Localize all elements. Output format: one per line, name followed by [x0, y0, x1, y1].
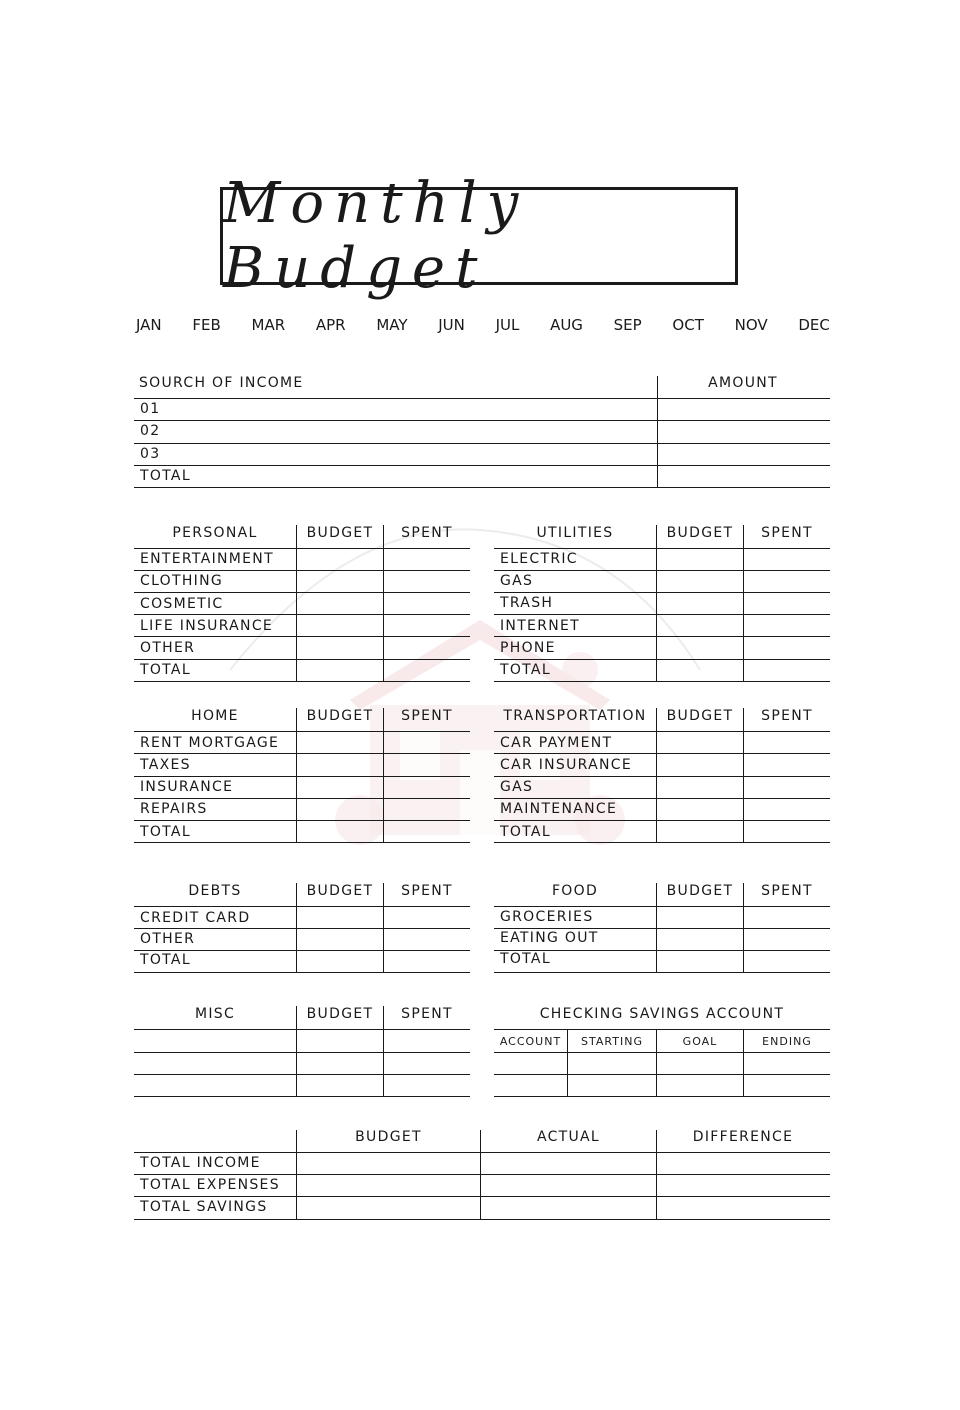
- transportation-row-label: MAINTENANCE: [500, 801, 618, 817]
- personal-row-label: OTHER: [140, 640, 196, 656]
- month-jul[interactable]: JUL: [495, 316, 520, 334]
- rule: [494, 731, 830, 732]
- rule: [134, 1152, 830, 1153]
- income-row-label: 02: [140, 423, 161, 439]
- food-header: FOOD: [551, 883, 599, 899]
- rule: [134, 570, 470, 571]
- rule: [134, 731, 470, 732]
- home-row-label: RENT MORTGAGE: [140, 735, 280, 751]
- rule: [134, 398, 830, 399]
- month-oct[interactable]: OCT: [672, 316, 704, 334]
- budget-header: BUDGET: [306, 1006, 374, 1022]
- ending-col-header: ENDING: [762, 1035, 812, 1048]
- rule: [134, 487, 830, 488]
- account-col-header: ACCOUNT: [499, 1035, 562, 1048]
- checking-header: CHECKING SAVINGS ACCOUNT: [539, 1006, 785, 1022]
- rule: [134, 420, 830, 421]
- rule: [494, 570, 830, 571]
- amount-header: AMOUNT: [708, 375, 778, 391]
- rule: [494, 659, 830, 660]
- transportation-row-label: CAR INSURANCE: [500, 757, 632, 773]
- rule: [494, 1096, 830, 1097]
- budget-header: BUDGET: [666, 525, 734, 541]
- utilities-row-label: PHONE: [500, 640, 556, 656]
- budget-header: BUDGET: [306, 883, 374, 899]
- col-divider: [656, 708, 657, 842]
- rule: [134, 1096, 470, 1097]
- home-header: HOME: [191, 708, 239, 724]
- utilities-row-label: ELECTRIC: [500, 551, 578, 567]
- rule: [494, 753, 830, 754]
- rule: [134, 614, 470, 615]
- rule: [494, 1052, 830, 1053]
- month-sep[interactable]: SEP: [613, 316, 642, 334]
- rule: [494, 972, 830, 973]
- rule: [134, 659, 470, 660]
- rule: [494, 592, 830, 593]
- rule: [134, 1174, 830, 1175]
- month-aug[interactable]: AUG: [550, 316, 583, 334]
- rule: [134, 1029, 470, 1030]
- month-feb[interactable]: FEB: [192, 316, 221, 334]
- goal-col-header: GOAL: [682, 1035, 718, 1048]
- rule: [494, 681, 830, 682]
- income-row-label: 03: [140, 446, 161, 462]
- debts-header: DEBTS: [188, 883, 242, 899]
- income-row-label: TOTAL: [140, 468, 191, 484]
- rule: [134, 972, 470, 973]
- rule: [494, 776, 830, 777]
- home-row-label: TOTAL: [140, 824, 191, 840]
- col-divider: [656, 1029, 657, 1096]
- personal-header: PERSONAL: [172, 525, 258, 541]
- transportation-row-label: TOTAL: [500, 824, 551, 840]
- rule: [134, 950, 470, 951]
- rule: [134, 465, 830, 466]
- col-divider: [383, 1006, 384, 1096]
- income-header: SOURCH OF INCOME: [139, 375, 304, 391]
- rule: [134, 776, 470, 777]
- food-row-label: EATING OUT: [500, 930, 599, 946]
- utilities-row-label: TRASH: [500, 595, 554, 611]
- spent-header: SPENT: [401, 525, 453, 541]
- utilities-header: UTILITIES: [536, 525, 614, 541]
- debts-row-label: CREDIT CARD: [140, 910, 251, 926]
- rule: [134, 820, 470, 821]
- debts-row-label: OTHER: [140, 931, 196, 947]
- rule: [494, 820, 830, 821]
- col-divider: [296, 1006, 297, 1096]
- month-jun[interactable]: JUN: [438, 316, 465, 334]
- month-mar[interactable]: MAR: [251, 316, 286, 334]
- rule: [494, 906, 830, 907]
- transportation-header: TRANSPORTATION: [503, 708, 647, 724]
- watermark-logo: [200, 500, 760, 880]
- misc-header: MISC: [194, 1006, 236, 1022]
- transportation-row-label: GAS: [500, 779, 534, 795]
- rule: [494, 928, 830, 929]
- col-divider: [567, 1029, 568, 1096]
- title-box: [220, 171, 738, 301]
- home-row-label: REPAIRS: [140, 801, 208, 817]
- col-divider: [743, 708, 744, 842]
- spent-header: SPENT: [401, 1006, 453, 1022]
- rule: [134, 443, 830, 444]
- food-row-label: TOTAL: [500, 951, 551, 967]
- spent-header: SPENT: [761, 708, 813, 724]
- summary-actual-header: ACTUAL: [536, 1129, 601, 1145]
- budget-header: BUDGET: [666, 883, 734, 899]
- rule: [134, 798, 470, 799]
- rule: [134, 1196, 830, 1197]
- rule: [134, 681, 470, 682]
- rule: [134, 1219, 830, 1220]
- summary-row-label: TOTAL SAVINGS: [140, 1199, 268, 1215]
- utilities-row-label: GAS: [500, 573, 534, 589]
- budget-header: BUDGET: [306, 708, 374, 724]
- income-row-label: 01: [140, 401, 161, 417]
- personal-row-label: TOTAL: [140, 662, 191, 678]
- food-row-label: GROCERIES: [500, 909, 594, 925]
- home-row-label: INSURANCE: [140, 779, 234, 795]
- spent-header: SPENT: [761, 525, 813, 541]
- rule: [134, 1052, 470, 1053]
- col-divider: [743, 1029, 744, 1096]
- col-divider: [296, 708, 297, 842]
- spent-header: SPENT: [761, 883, 813, 899]
- month-dec[interactable]: DEC: [798, 316, 830, 334]
- budget-header: BUDGET: [306, 525, 374, 541]
- month-nov[interactable]: NOV: [734, 316, 768, 334]
- rule: [494, 1074, 830, 1075]
- month-apr[interactable]: APR: [315, 316, 346, 334]
- rule: [134, 548, 470, 549]
- summary-row-label: TOTAL INCOME: [140, 1155, 261, 1171]
- spent-header: SPENT: [401, 708, 453, 724]
- spent-header: SPENT: [401, 883, 453, 899]
- month-selector: [136, 316, 830, 334]
- home-row-label: TAXES: [140, 757, 191, 773]
- personal-row-label: CLOTHING: [140, 573, 224, 589]
- transportation-row-label: CAR PAYMENT: [500, 735, 613, 751]
- page-title: Monthly Budget: [223, 171, 529, 301]
- summary-difference-header: DIFFERENCE: [692, 1129, 794, 1145]
- rule: [134, 1074, 470, 1075]
- month-may[interactable]: MAY: [376, 316, 408, 334]
- rule: [134, 592, 470, 593]
- rule: [494, 798, 830, 799]
- rule: [134, 753, 470, 754]
- rule: [494, 842, 830, 843]
- rule: [494, 636, 830, 637]
- col-divider: [383, 708, 384, 842]
- rule: [494, 1029, 830, 1030]
- summary-budget-header: BUDGET: [355, 1129, 422, 1145]
- utilities-row-label: TOTAL: [500, 662, 551, 678]
- summary-row-label: TOTAL EXPENSES: [140, 1177, 280, 1193]
- utilities-row-label: INTERNET: [500, 618, 580, 634]
- personal-row-label: LIFE INSURANCE: [140, 618, 274, 634]
- starting-col-header: STARTING: [581, 1035, 643, 1048]
- debts-row-label: TOTAL: [140, 952, 191, 968]
- rule: [134, 928, 470, 929]
- rule: [134, 842, 470, 843]
- rule: [134, 906, 470, 907]
- rule: [494, 548, 830, 549]
- income-divider: [657, 376, 658, 487]
- month-jan[interactable]: JAN: [136, 316, 162, 334]
- budget-header: BUDGET: [666, 708, 734, 724]
- rule: [134, 636, 470, 637]
- personal-row-label: COSMETIC: [140, 596, 224, 612]
- rule: [494, 614, 830, 615]
- personal-row-label: ENTERTAINMENT: [140, 551, 274, 567]
